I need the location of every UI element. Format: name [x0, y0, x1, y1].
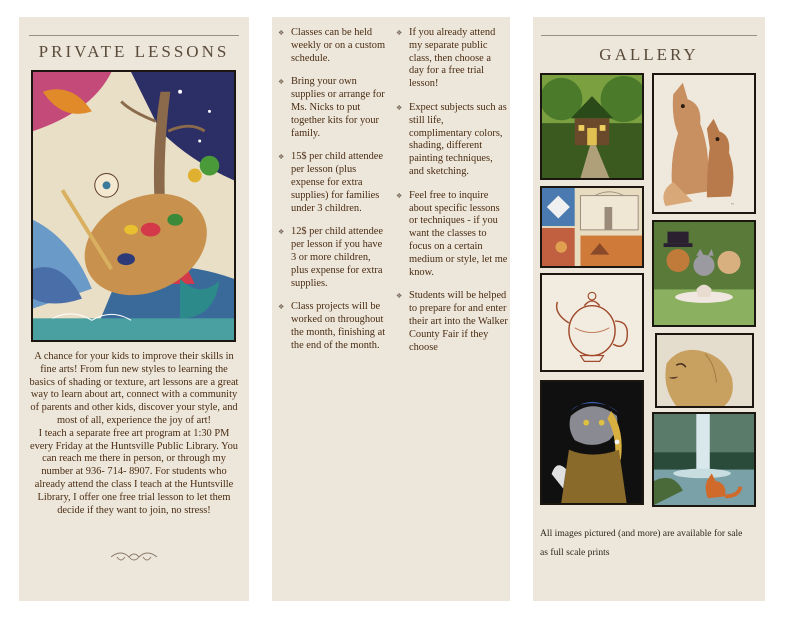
lessons-title: PRIVATE LESSONS — [38, 42, 230, 61]
gallery-image-cat-tea-party — [652, 220, 756, 327]
list-item: ❖ 15$ per child attendee per lesson (plus expense for extra supplies) for families under 3 children. — [278, 151, 386, 215]
list-item: ❖ If you already attend my separate public class, then choose a day for a free trial lesson! — [396, 27, 508, 91]
title-rule — [29, 35, 239, 36]
lessons-intro — [29, 351, 239, 517]
list-item: ❖ Class projects will be worked on throughout the month, finishing at the end of the month. — [278, 301, 386, 352]
svg-text:~: ~ — [730, 202, 735, 209]
list-item: ❖ Students will be helped to prepare for and enter their art into the Walker County Fair if they choose — [396, 290, 508, 354]
list-item: ❖ Classes can be held weekly or on a custom schedule. — [278, 27, 386, 65]
lesson-details-panel — [272, 17, 510, 601]
list-item: ❖ Expect subjects such as still life, complimentary colors, shading, different painting techniques, and sketching. — [396, 102, 508, 179]
intro-paragraph-2: I teach a separate free art program at 1:30 PM every Friday at the Huntsville Public Library. You can reach me there in person, or through my number at 936- 714- 8907. For students who already attend the class I teach at the Huntsville Library, I offer one free trial lesson to let them decide if they want to join, no stress! — [30, 427, 238, 516]
intro-paragraph-1: A chance for your kids to improve their skills in fine arts! From fun new styles to learning the basics of shading or texture, art lessons are a great way to learn about art, connect with a community of parents and other kids, discover your style, and most of all, experience the joy of art! — [29, 351, 239, 426]
gallery-note: All images pictured (and more) are available for sale as full scale prints — [540, 528, 743, 558]
list-item: ❖ Bring your own supplies or arrange for Ms. Nicks to put together kits for your family. — [278, 76, 386, 140]
list-item: ❖ Feel free to inquire about specific lessons or techniques - if you want the classes to focus on a certain medium or style, let me know. — [396, 190, 508, 280]
gallery-image-foxes — [652, 73, 756, 214]
gallery-image-teapot — [540, 273, 644, 372]
details-list-left — [278, 27, 386, 364]
gallery-image-cottage — [540, 73, 644, 180]
private-lessons-panel — [19, 17, 249, 601]
list-item: ❖ 12$ per child attendee per lesson if you have 3 or more children, plus expense for extra supplies. — [278, 226, 386, 290]
gallery-image-cat-pearl-earring — [540, 380, 644, 505]
flourish-icon — [109, 549, 159, 565]
gallery-panel — [533, 17, 765, 601]
gallery-title: GALLERY — [599, 45, 699, 64]
gallery-image-alamo — [540, 186, 644, 268]
gallery-image-lioness — [655, 333, 754, 408]
gallery-title-rule — [541, 35, 757, 36]
featured-artwork — [31, 70, 236, 342]
gallery-image-fox-waterfall — [652, 412, 756, 507]
details-list-right — [396, 27, 508, 365]
